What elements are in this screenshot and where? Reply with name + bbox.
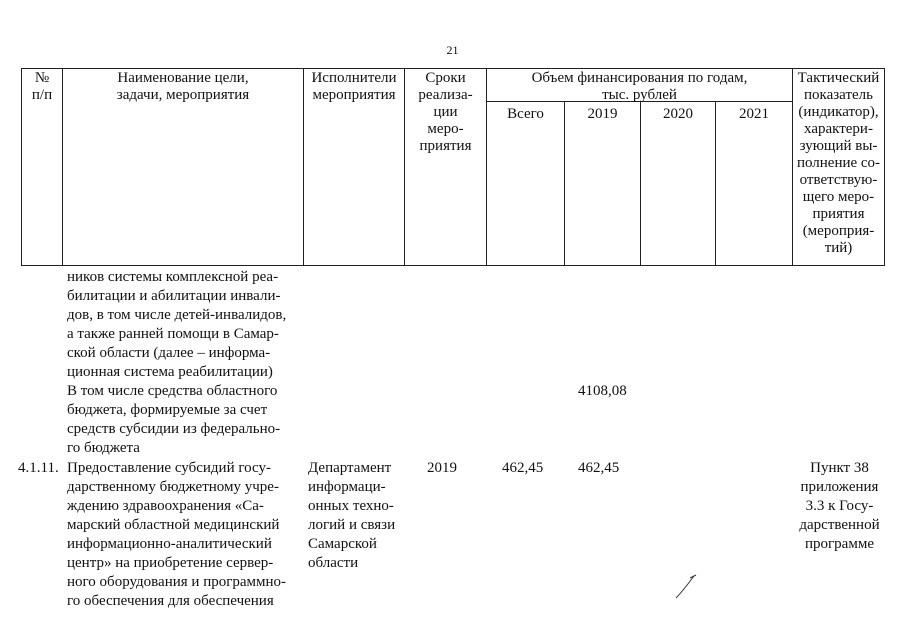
subrow-2019-value: 4108,08	[578, 383, 627, 399]
header-funding: Объем финансирования по годам, тыс. рублей	[531, 70, 748, 103]
row-indicator: Пункт 38 приложения 3.3 к Госу- дарственной программе	[799, 460, 880, 552]
row-executor: Департамент информаци- онных техно- логий и связи Самарской области	[308, 460, 396, 571]
header-name: Наименование цели, задачи, мероприятия	[116, 70, 250, 103]
subrow-name: В том числе средства областного бюджета, формируемые за счет средств субсидии из федерально- го бюджета	[67, 383, 281, 456]
header-terms: Сроки реализа- ции меро- приятия	[418, 70, 473, 154]
header-total: Всего	[507, 106, 544, 122]
row-2019-value: 462,45	[578, 460, 620, 476]
row-term: 2019	[427, 460, 457, 476]
header-top-border	[21, 68, 885, 69]
pen-mark	[672, 572, 702, 602]
header-2020: 2020	[663, 106, 693, 122]
header-2019: 2019	[587, 106, 618, 122]
header-executors: Исполнители мероприятия	[311, 70, 397, 103]
header-num: № п/п	[31, 70, 53, 103]
header-2021: 2021	[739, 106, 769, 122]
row-name: Предоставление субсидий госу- дарственному бюджетному учре- ждению здравоохранения «Са- марский областной медицинский информационно-аналитический центр» на приобретение сервер- ного оборудования и программно- го обеспечения для обеспечения	[67, 460, 287, 609]
row-total: 462,45	[502, 460, 544, 476]
header-bottom-border	[21, 265, 885, 266]
table-header	[21, 68, 885, 266]
header-indicator: Тактический показатель (индикатор), характери- зующий вы- полнение со- ответствую- щего меро- приятия (мероприя- тий)	[796, 70, 881, 256]
page-number: 21	[446, 43, 459, 57]
continuation-name: ников системы комплексной реа- билитации и абилитации инвали- дов, в том числе детей-инвалидов, а также ранней помощи в Самар- ской области (далее – информа- ционная система реабилитации)	[67, 269, 287, 380]
row-number: 4.1.11.	[18, 460, 59, 476]
